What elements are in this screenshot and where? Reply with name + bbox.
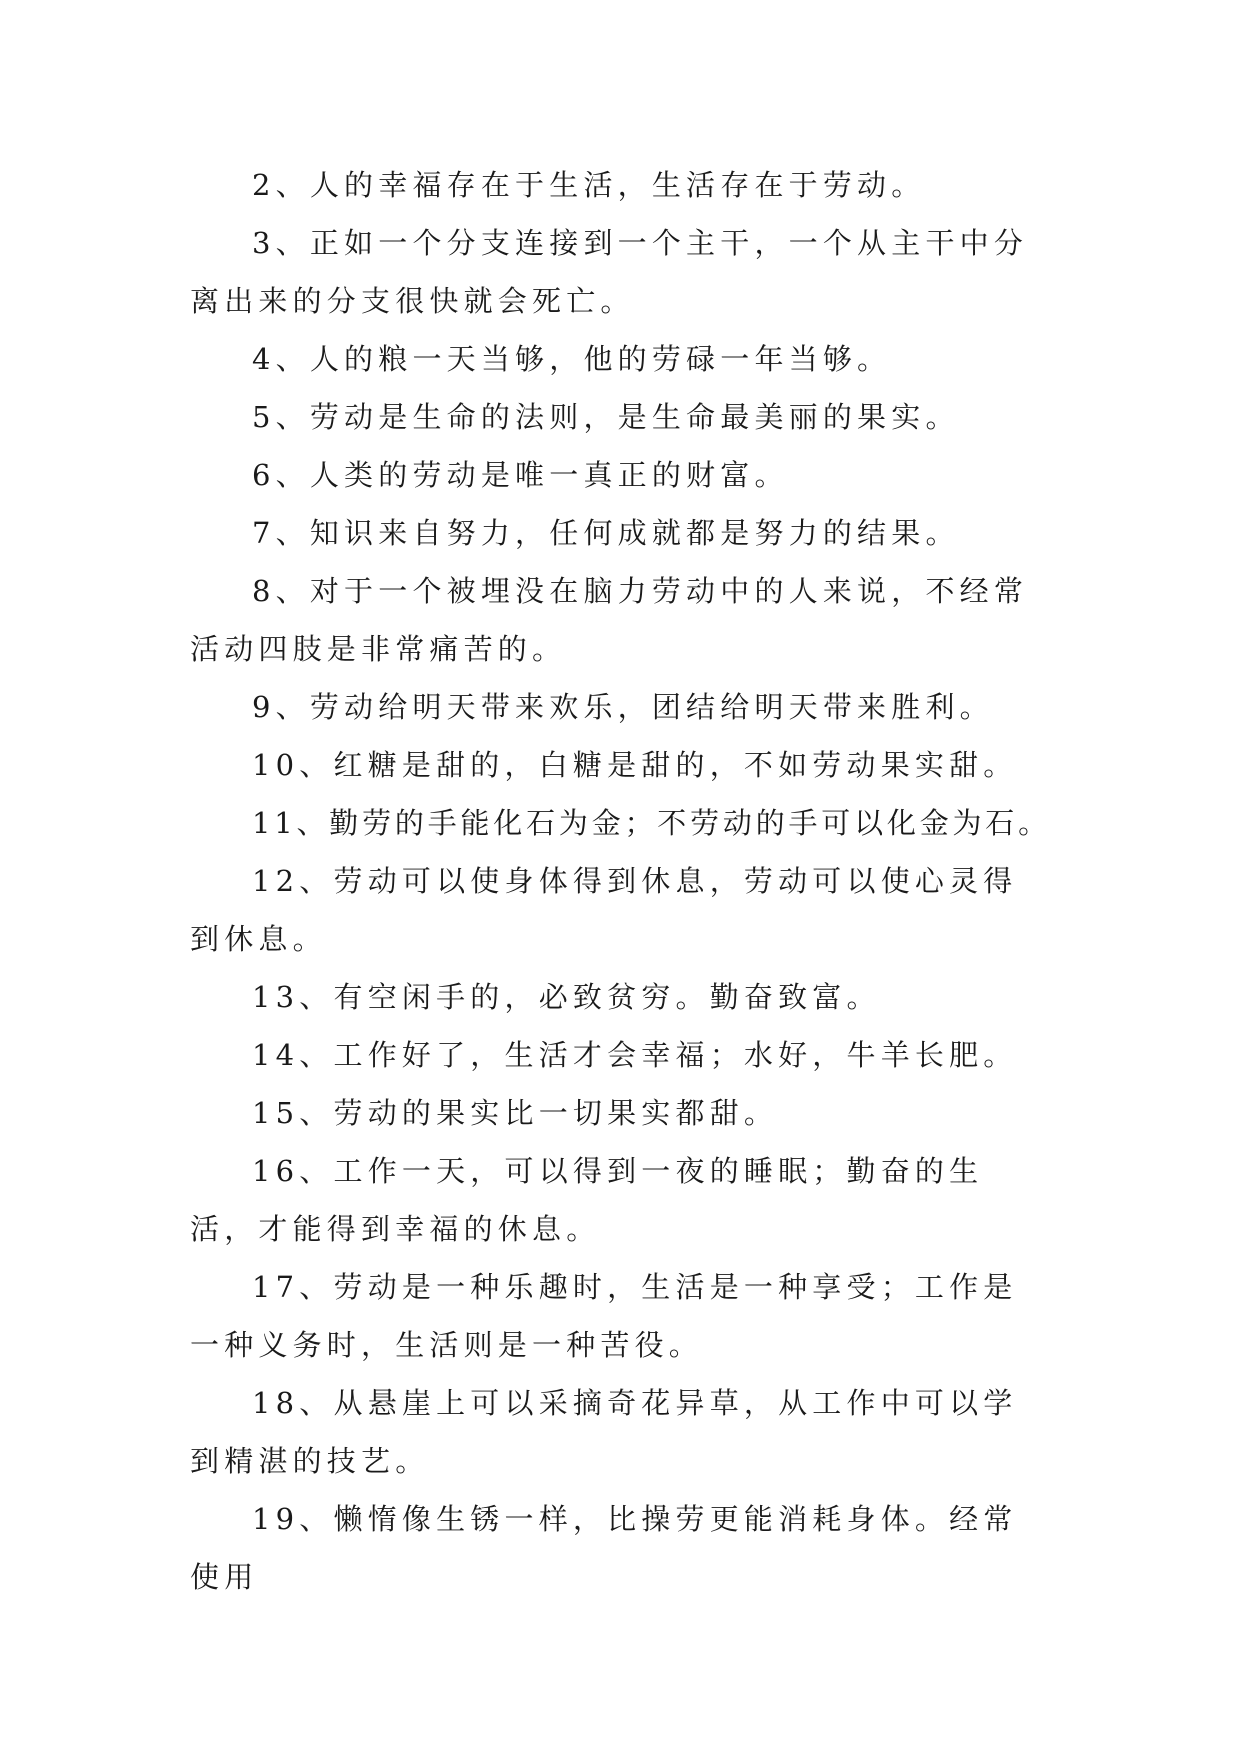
paragraph-19: 19、懒惰像生锈一样，比操劳更能消耗身体。经常使用 bbox=[190, 1502, 1018, 1594]
paragraph-10: 10、红糖是甜的，白糖是甜的，不如劳动果实甜。 bbox=[252, 748, 1018, 782]
paragraph-3: 3、正如一个分支连接到一个主干，一个从主干中分离出来的分支很快就会死亡。 bbox=[190, 226, 1029, 318]
paragraph-11: 11、勤劳的手能化石为金；不劳动的手可以化金为石。 bbox=[252, 806, 1051, 840]
document-body bbox=[190, 156, 1050, 1606]
paragraph-16: 16、工作一天，可以得到一夜的睡眠；勤奋的生活，才能得到幸福的休息。 bbox=[190, 1154, 984, 1246]
paragraph-7: 7、知识来自努力，任何成就都是努力的结果。 bbox=[252, 516, 960, 550]
paragraph-15: 15、劳动的果实比一切果实都甜。 bbox=[252, 1096, 779, 1130]
paragraph-12: 12、劳动可以使身体得到休息，劳动可以使心灵得到休息。 bbox=[190, 864, 1018, 956]
paragraph-13: 13、有空闲手的，必致贫穷。勤奋致富。 bbox=[252, 980, 881, 1014]
paragraph-8: 8、对于一个被埋没在脑力劳动中的人来说，不经常活动四肢是非常痛苦的。 bbox=[190, 574, 1029, 666]
paragraph-6: 6、人类的劳动是唯一真正的财富。 bbox=[252, 458, 789, 492]
paragraph-18: 18、从悬崖上可以采摘奇花异草，从工作中可以学到精湛的技艺。 bbox=[190, 1386, 1018, 1478]
paragraph-2: 2、人的幸福存在于生活，生活存在于劳动。 bbox=[252, 168, 926, 202]
paragraph-4: 4、人的粮一天当够，他的劳碌一年当够。 bbox=[252, 342, 892, 376]
paragraph-9: 9、劳动给明天带来欢乐，团结给明天带来胜利。 bbox=[252, 690, 994, 724]
paragraph-17: 17、劳动是一种乐趣时，生活是一种享受；工作是一种义务时，生活则是一种苦役。 bbox=[190, 1270, 1018, 1362]
paragraph-14: 14、工作好了，生活才会幸福；水好，牛羊长肥。 bbox=[252, 1038, 1018, 1072]
paragraph-5: 5、劳动是生命的法则，是生命最美丽的果实。 bbox=[252, 400, 960, 434]
